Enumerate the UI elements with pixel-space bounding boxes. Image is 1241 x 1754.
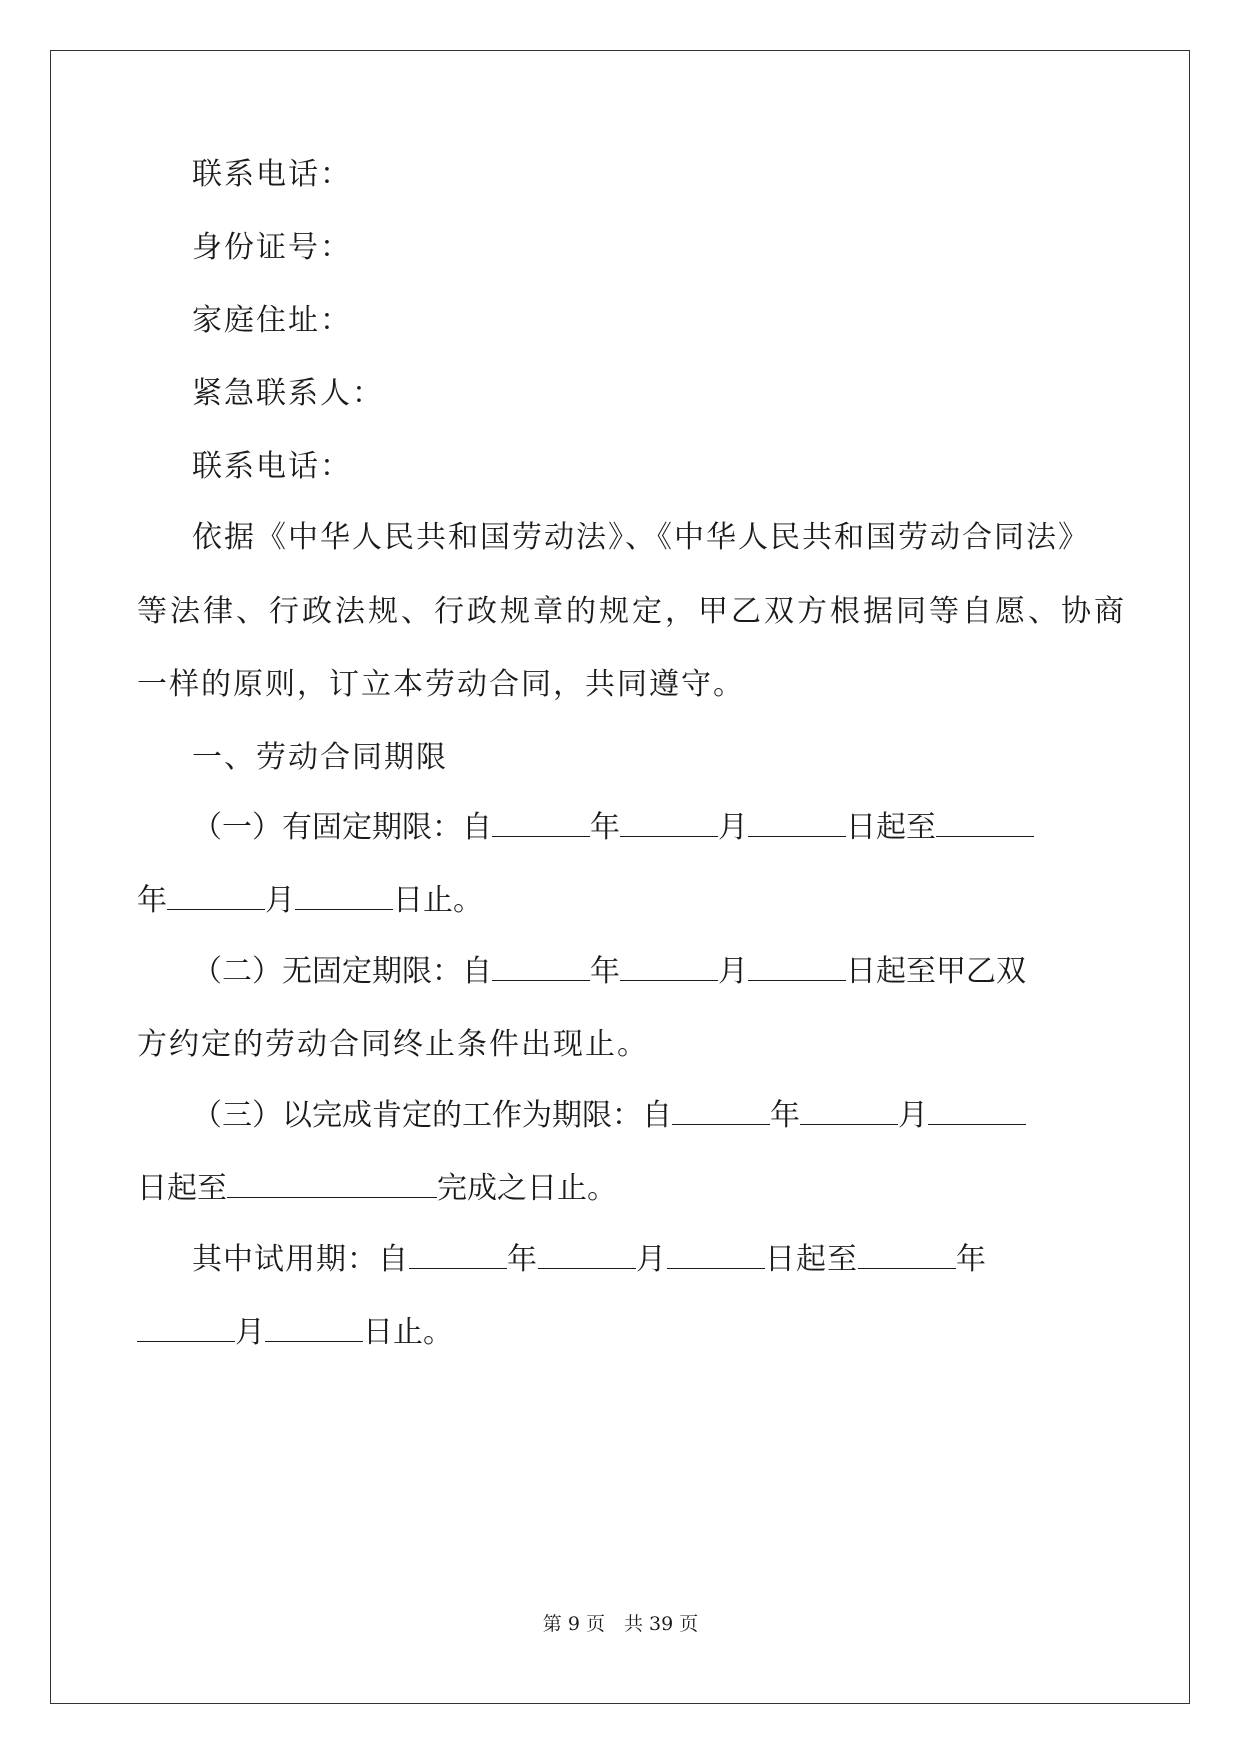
blank-field — [538, 1242, 636, 1269]
month-label: 月 — [718, 810, 748, 845]
month-label: 月 — [898, 1098, 928, 1133]
year-label: 年 — [770, 1098, 800, 1133]
year-label: 年 — [956, 1242, 987, 1277]
blank-field — [265, 1315, 363, 1342]
month-label: 月 — [718, 954, 748, 989]
probation-prefix: 其中试用期：自 — [192, 1242, 409, 1277]
blank-field — [620, 810, 718, 837]
emergency-phone-field-label: 联系电话： — [192, 449, 352, 484]
blank-field — [227, 1171, 437, 1198]
page-number-footer: 第 9 页 共 39 页 — [542, 1613, 699, 1635]
blank-field — [620, 954, 718, 981]
fixed-term-prefix: （一）有固定期限：自 — [192, 810, 492, 845]
day-start-label: 日起至 — [137, 1171, 227, 1206]
section-heading: 一、劳动合同期限 — [192, 740, 448, 775]
blank-field — [492, 810, 590, 837]
blank-field — [928, 1098, 1026, 1125]
blank-field — [167, 883, 265, 910]
open-term-prefix: （二）无固定期限：自 — [192, 954, 492, 989]
blank-field — [672, 1098, 770, 1125]
blank-field — [137, 1315, 235, 1342]
fixed-term-line-1 — [192, 808, 1034, 848]
year-label: 年 — [590, 954, 620, 989]
blank-field — [748, 810, 846, 837]
blank-field — [492, 954, 590, 981]
blank-field — [295, 883, 393, 910]
intro-paragraph-line-2: 等法律、行政法规、行政规章的规定，甲乙双方根据同等自愿、协商 — [137, 594, 1127, 629]
blank-field — [667, 1242, 765, 1269]
blank-field — [858, 1242, 956, 1269]
month-label: 月 — [636, 1242, 667, 1277]
fixed-term-line-2 — [137, 881, 483, 921]
task-term-prefix: （三）以完成肯定的工作为期限：自 — [192, 1098, 672, 1133]
task-term-line-2 — [137, 1169, 617, 1209]
day-end-label: 日止。 — [363, 1315, 453, 1350]
blank-field — [409, 1242, 507, 1269]
intro-paragraph-line-3: 一样的原则，订立本劳动合同，共同遵守。 — [137, 667, 745, 702]
id-number-field-label: 身份证号： — [192, 230, 352, 265]
blank-field — [936, 810, 1034, 837]
day-start-label: 日起至 — [846, 810, 936, 845]
blank-field — [800, 1098, 898, 1125]
open-term-suffix: 日起至甲乙双 — [846, 954, 1026, 989]
task-term-suffix: 完成之日止。 — [437, 1171, 617, 1206]
year-label: 年 — [590, 810, 620, 845]
probation-line-1 — [192, 1240, 987, 1280]
open-term-line-1 — [192, 952, 1026, 992]
probation-line-2 — [137, 1313, 453, 1353]
page-border — [50, 50, 1190, 1704]
intro-paragraph-line-1: 依据《中华人民共和国劳动法》、《中华人民共和国劳动合同法》 — [192, 520, 1090, 555]
month-label: 月 — [235, 1315, 265, 1350]
month-label: 月 — [265, 883, 295, 918]
year-label: 年 — [507, 1242, 538, 1277]
open-term-line-2: 方约定的劳动合同终止条件出现止。 — [137, 1027, 649, 1062]
day-end-label: 日止。 — [393, 883, 483, 918]
blank-field — [748, 954, 846, 981]
home-address-field-label: 家庭住址： — [192, 303, 352, 338]
day-start-label: 日起至 — [765, 1242, 858, 1277]
task-term-line-1 — [192, 1096, 1026, 1136]
emergency-contact-field-label: 紧急联系人： — [192, 376, 384, 411]
phone-field-label: 联系电话： — [192, 157, 352, 192]
year-label: 年 — [137, 883, 167, 918]
